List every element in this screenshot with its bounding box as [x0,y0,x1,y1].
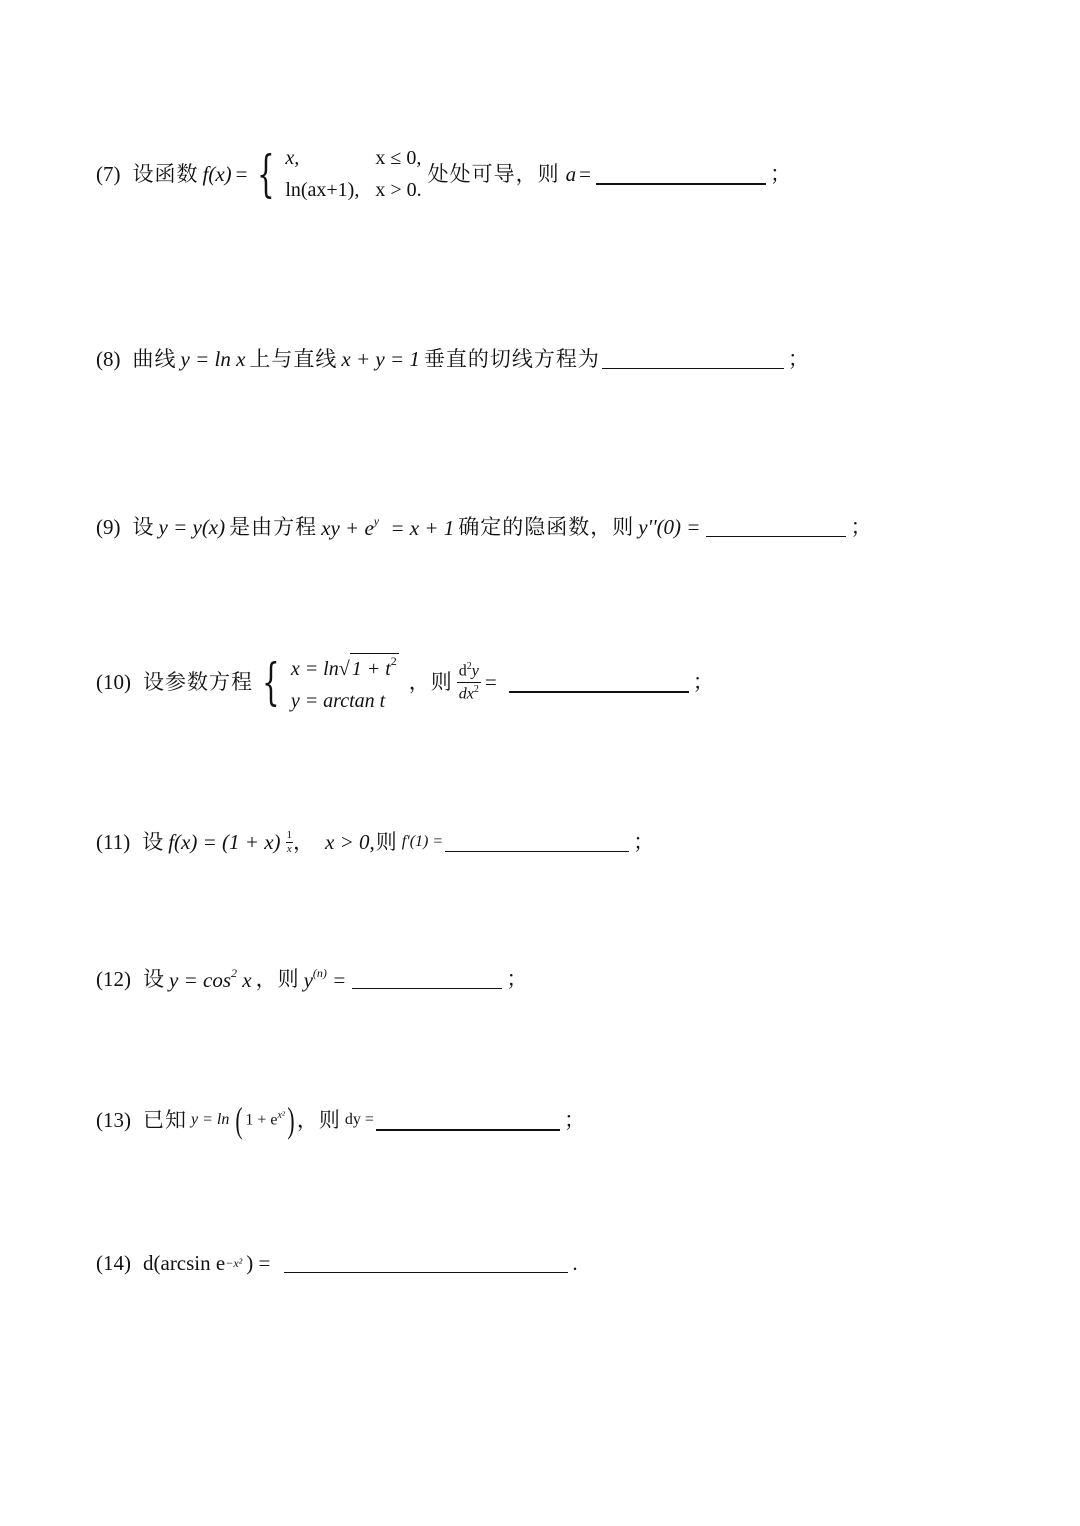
math-symbol: = [484,669,497,694]
parametric-cases [291,653,399,711]
problem-number: (14) [96,1250,131,1275]
problem-7 [96,142,791,206]
math-expr: f(x) [202,161,232,186]
answer-blank[interactable] [596,164,766,185]
math-superscript: (n) [312,966,327,980]
math-expr: x [242,968,252,992]
problem-text: 设 [142,829,165,854]
problem-9 [96,512,871,542]
problem-10 [96,646,714,718]
punctuation: . [572,1250,578,1275]
answer-blank[interactable] [445,832,629,852]
answer-blank[interactable] [352,969,502,989]
punctuation: ； [850,514,872,539]
sqrt: √ $1 + t^2$ [338,654,397,680]
math-superscript: y [373,514,380,528]
math-expr: 1 + e [245,1111,278,1129]
right-paren: ) [287,1100,295,1140]
case-expr: x, [285,147,300,169]
problem-text: ，则 [296,1107,341,1132]
problem-8 [96,344,809,374]
math-symbol: = [235,161,248,186]
punctuation: ； [506,966,528,991]
problem-12 [96,964,527,994]
problem-11 [96,820,654,864]
problem-text: 上与直线 [249,346,338,371]
problem-14 [96,1246,578,1280]
problem-13 [96,1100,585,1140]
case-cond: x ≤ 0, [375,147,422,169]
problem-text: 是由方程 [229,514,318,539]
math-symbol: = [579,161,591,186]
answer-blank[interactable] [284,1253,568,1273]
answer-blank[interactable] [602,349,784,369]
problem-number: (11) [96,829,131,854]
math-expr: f(x) = (1 + x) [168,829,281,854]
math-expr: y''(0) = [638,514,701,539]
problem-number: (13) [96,1107,131,1132]
problem-text: ,则 [369,829,398,854]
math-expr: dy = [344,1111,374,1128]
left-brace: { [262,653,280,711]
math-superscript: −x² [225,1256,243,1270]
math-expr: xy + e [321,516,374,540]
derivative-fraction [457,662,481,702]
problem-text: 设 [132,514,155,539]
problem-text: ，则 [408,669,453,694]
math-symbol: = [332,968,347,992]
math-expr: y [303,968,313,992]
math-superscript: 2 [231,966,237,980]
left-paren: ( [235,1100,243,1140]
punctuation: ； [769,161,791,186]
exponent-fraction [286,830,294,855]
problem-text: 设参数方程 [143,669,253,694]
math-expr: y = ln [191,1111,230,1128]
case-expr: x = ln [290,658,339,680]
answer-blank[interactable] [376,1110,560,1131]
problem-number: (10) [96,669,131,694]
math-expr: d(arcsin e [143,1250,226,1275]
radicand: 1 + t [351,658,391,680]
frac-den: dx [458,684,474,702]
problem-number: (12) [96,966,131,991]
math-expr: = x + 1 [390,516,455,540]
punctuation: ； [692,669,714,694]
frac-num: d [458,662,467,680]
exp-den: x [286,842,292,855]
problem-text: 曲线 [132,346,177,371]
answer-blank[interactable] [706,517,846,537]
left-brace: { [256,145,275,203]
math-superscript: x² [277,1110,285,1122]
piecewise-cases [285,148,421,200]
math-expr: y = y(x) [158,514,226,539]
math-expr: y = ln x [180,346,246,371]
exp-num: 1 [286,828,293,841]
math-var: a [565,161,577,186]
math-expr: f′(1) = [401,833,444,850]
problem-text: 处处可导，则 [427,161,560,186]
punctuation: ； [563,1107,585,1132]
case-cond: x > 0. [375,179,422,201]
problem-number: (9) [96,514,121,539]
case-expr: ln(ax+1), [285,179,360,201]
case-expr: y = arctan t [290,690,386,712]
math-expr: x > 0 [325,829,370,854]
math-superscript: 2 [390,654,397,668]
problem-text: 垂直的切线方程为 [423,346,600,371]
math-superscript: 2 [473,683,479,695]
problem-text: 设函数 [132,161,199,186]
problem-text: 确定的隐函数，则 [458,514,635,539]
frac-num: y [471,662,479,680]
problem-text: 设 [143,966,165,991]
problem-number: (8) [96,346,121,371]
math-expr: y = cos [169,968,231,992]
punctuation: ； [633,829,655,854]
punctuation: ； [787,346,809,371]
problem-text: 已知 [143,1107,187,1132]
answer-blank[interactable] [509,672,689,693]
math-expr: x + y = 1 [341,346,420,371]
problem-text: ， [293,829,316,854]
math-superscript: 2 [466,661,472,673]
problem-number: (7) [96,161,121,186]
math-expr: ) = [246,1250,271,1275]
problem-text: ，则 [255,966,300,991]
